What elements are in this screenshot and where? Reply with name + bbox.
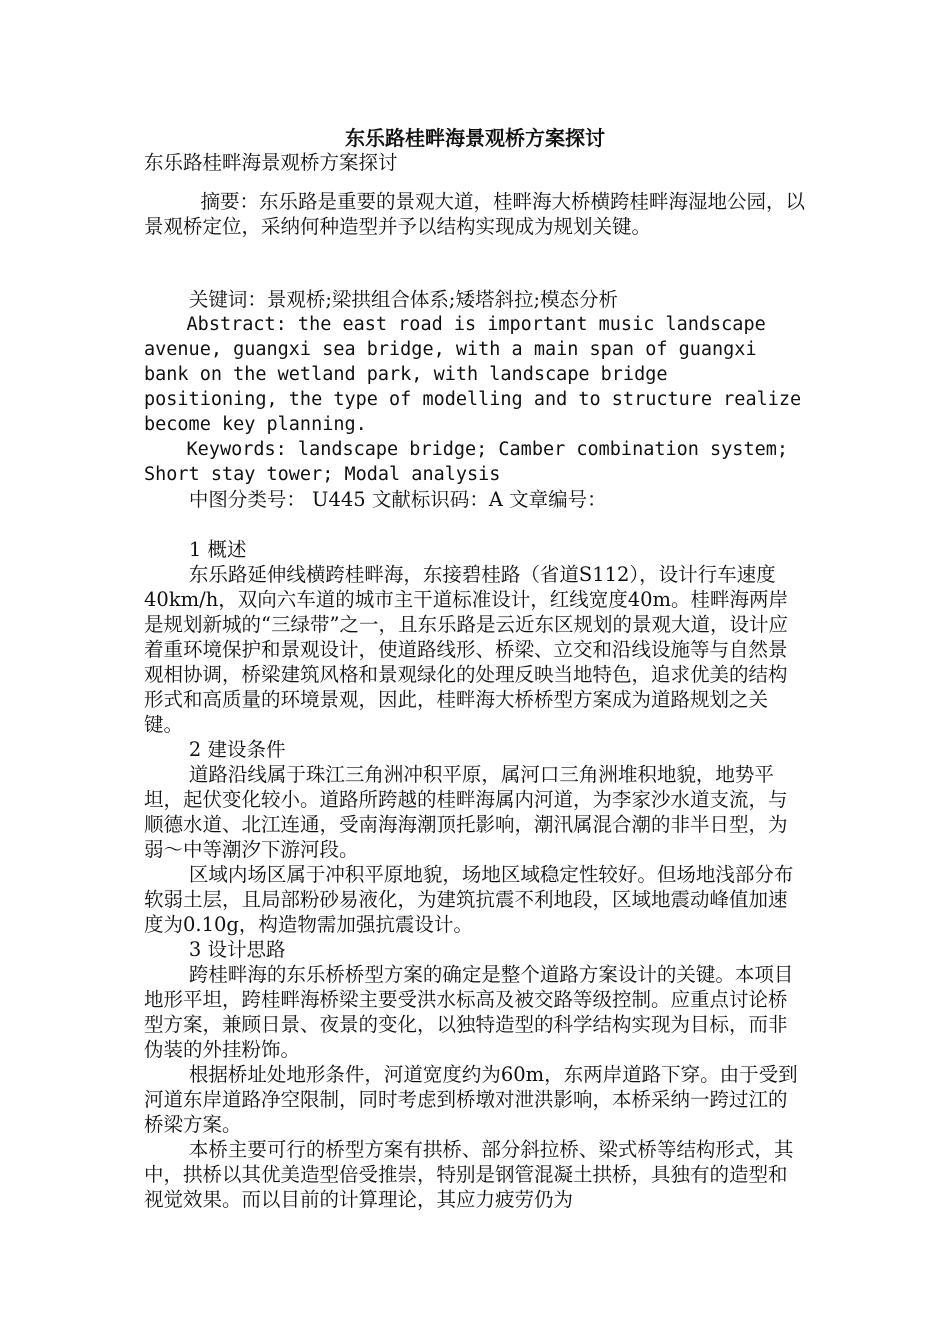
section-3 xyxy=(144,937,806,1212)
document-body xyxy=(144,150,806,1212)
section-heading: 1 概述 xyxy=(188,538,247,561)
classification-line: 中图分类号： U445 文献标识码：A 文章编号： xyxy=(188,488,607,511)
section-paragraph: 道路沿线属于珠江三角洲冲积平原，属河口三角洲堆积地貌，地势平坦，起伏变化较小。道路所跨越的桂畔海属内河道，为李家沙水道支流，与顺德水道、北江连通，受南海海潮顶托影响，潮汛属混合潮的非半日型，为弱～中等潮汐下游河段。 xyxy=(144,763,788,861)
spacer xyxy=(144,239,806,287)
section-heading: 3 设计思路 xyxy=(188,938,286,961)
section-heading: 2 建设条件 xyxy=(188,738,286,761)
spacer xyxy=(144,512,806,537)
section-paragraph: 东乐路延伸线横跨桂畔海，东接碧桂路（省道S112），设计行车速度40km/h，双向六车道的城市主干道标准设计，红线宽度40m。桂畔海两岸是规划新城的“三绿带”之一，且东乐路是云近东区规划的景观大道，设计应着重环境保护和景观设计，使道路线形、桥梁、立交和沿线设施等与自然景观相协调，桥梁建筑风格和景观绿化的处理反映当地特色，追求优美的结构形式和高质量的环境景观，因此，桂畔海大桥桥型方案成为道路规划之关键。 xyxy=(144,563,789,736)
section-1 xyxy=(144,537,806,737)
section-paragraph: 区域内场区属于冲积平原地貌，场地区域稳定性较好。但场地浅部分布软弱土层，且局部粉砂易液化，为建筑抗震不利地段，区域地震动峰值加速度为0.10g，构造物需加强抗震设计。 xyxy=(144,863,794,936)
keywords-cn: 关键词：景观桥;梁拱组合体系;矮塔斜拉;模态分析 xyxy=(188,288,619,311)
abstract-cn: 摘要：东乐路是重要的景观大道，桂畔海大桥横跨桂畔海湿地公园，以景观桥定位，采纳何种造型并予以结构实现成为规划关键。 xyxy=(144,190,806,238)
section-2 xyxy=(144,737,806,937)
abstract-block xyxy=(144,189,806,239)
document-title: 东乐路桂畔海景观桥方案探讨 xyxy=(345,126,605,150)
keywords-en: Keywords: landscape bridge; Camber combination system; Short stay tower; Modal analysis xyxy=(144,439,788,485)
abstract-en: Abstract: the east road is important music landscape avenue, guangxi sea bridge, with a main span of guangxi bank on the wetland park, with landscape bridge positioning, the type of modelling and to structure realize become key planning. xyxy=(144,314,802,435)
section-paragraph: 跨桂畔海的东乐桥桥型方案的确定是整个道路方案设计的关键。本项目地形平坦，跨桂畔海桥梁主要受洪水标高及被交路等级控制。应重点讨论桥型方案，兼顾日景、夜景的变化，以独特造型的科学结构实现为目标，而非伪装的外挂粉饰。 xyxy=(144,963,794,1061)
document-subtitle: 东乐路桂畔海景观桥方案探讨 xyxy=(144,151,398,174)
section-paragraph: 根据桥址处地形条件，河道宽度约为60m，东两岸道路下穿。由于受到河道东岸道路净空限制，同时考虑到桥墩对泄洪影响，本桥采纳一跨过江的桥梁方案。 xyxy=(144,1063,798,1136)
section-paragraph: 本桥主要可行的桥型方案有拱桥、部分斜拉桥、梁式桥等结构形式，其中，拱桥以其优美造型倍受推崇，特别是钢管混凝土拱桥，具独有的造型和视觉效果。而以目前的计算理论，其应力疲劳仍为 xyxy=(144,1138,794,1211)
